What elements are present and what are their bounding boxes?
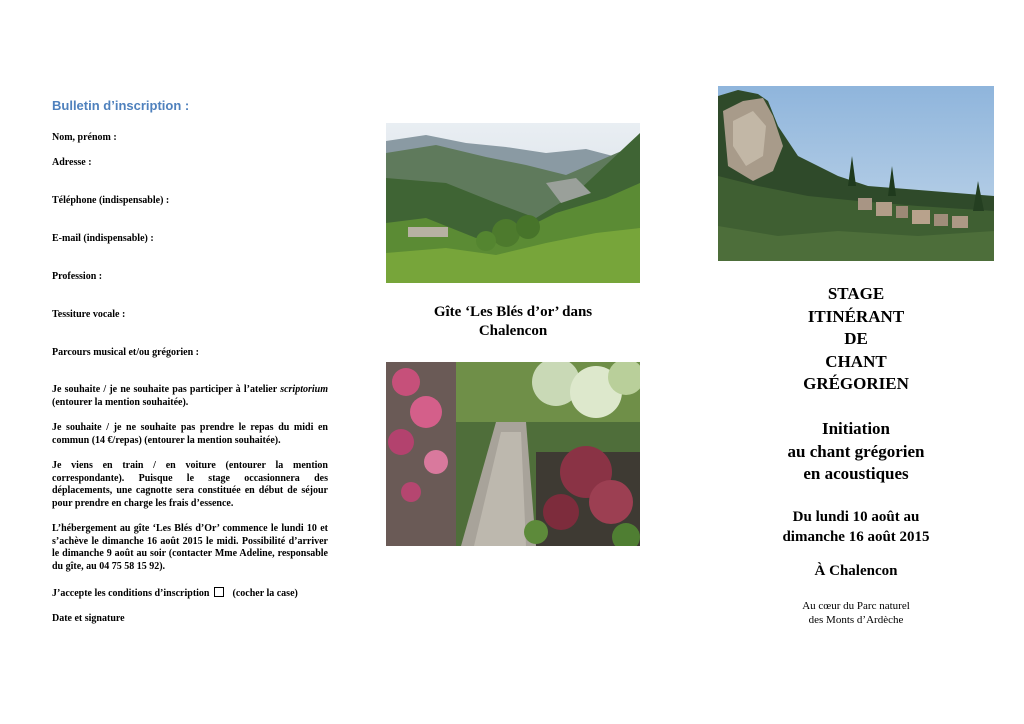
park-note (718, 599, 994, 627)
field-musical-background[interactable]: Parcours musical et/ou grégorien : (52, 347, 200, 358)
conditions-line (52, 587, 298, 599)
stage-place: À Chalencon (814, 563, 898, 579)
atelier-paragraph[interactable] (52, 384, 328, 409)
date-signature-label: Date et signature (52, 613, 125, 624)
field-address[interactable]: Adresse : (52, 157, 92, 168)
atelier-text-italic: scriptorium (280, 384, 328, 395)
title-line: ITINÉRANT (807, 306, 905, 326)
note-line: Au cœur du Parc naturel (802, 600, 910, 612)
title-line: GRÉGORIEN (803, 374, 909, 393)
meal-paragraph[interactable]: Je souhaite / je ne souhaite pas prendre le repas du midi en commun (14 €/repas) (entourer la mention souhaitée). (52, 422, 328, 446)
title-line: STAGE (827, 284, 885, 303)
atelier-text-after: (entourer la mention souhaitée). (52, 396, 189, 408)
note-line: des Monts d’Ardèche (808, 614, 904, 626)
conditions-text: J’accepte les conditions d’inscription (52, 588, 210, 599)
valley-photo (386, 123, 640, 283)
registration-form (52, 98, 328, 624)
field-voice-range[interactable]: Tessiture vocale : (52, 309, 126, 320)
dates-line: dimanche 16 août 2015 (782, 529, 930, 545)
dates-line: Du lundi 10 août au (792, 509, 920, 525)
field-email[interactable]: E-mail (indispensable) : (52, 233, 154, 244)
accommodation-paragraph: L’hébergement au gîte ‘Les Blés d’Or’ commence le lundi 10 et s’achève le dimanche 16 août 2015 le midi. Possibilité d’arriver le dimanche 9 août au soir (contacter Mme Adeline, responsable du gîte, au 04 75 58 15 92). (52, 523, 328, 572)
field-profession[interactable]: Profession : (52, 271, 103, 282)
title-line: CHANT (825, 351, 887, 371)
chalencon-village-photo (718, 86, 994, 261)
gite-caption-line2: Chalencon (478, 323, 548, 339)
gite-caption-line1: Gîte ‘Les Blés d’or’ dans (433, 304, 593, 320)
stage-title (718, 283, 994, 396)
title-line: DE (844, 329, 868, 348)
field-name[interactable]: Nom, prénom : (52, 132, 117, 143)
gite-caption (386, 303, 640, 341)
conditions-note: (cocher la case) (232, 588, 298, 599)
subtitle-line: en acoustiques (803, 464, 909, 483)
subtitle-line: Initiation (821, 419, 891, 438)
garden-alley-photo (386, 362, 640, 546)
stage-subtitle (718, 418, 994, 486)
conditions-checkbox[interactable] (214, 587, 224, 597)
bulletin-title: Bulletin d’inscription : (52, 98, 190, 113)
transport-paragraph[interactable]: Je viens en train / en voiture (entourer la mention correspondante). Puisque le stage occasionnera des déplacements, une cagnotte sera constituée en début de séjour pour prendre en charge les frais d’essence. (52, 460, 328, 509)
atelier-text-before: Je souhaite / je ne souhaite pas participer à l’atelier (52, 384, 281, 395)
field-phone[interactable]: Téléphone (indispensable) : (52, 195, 170, 206)
subtitle-line: au chant grégorien (787, 441, 925, 461)
stage-dates (718, 507, 994, 547)
